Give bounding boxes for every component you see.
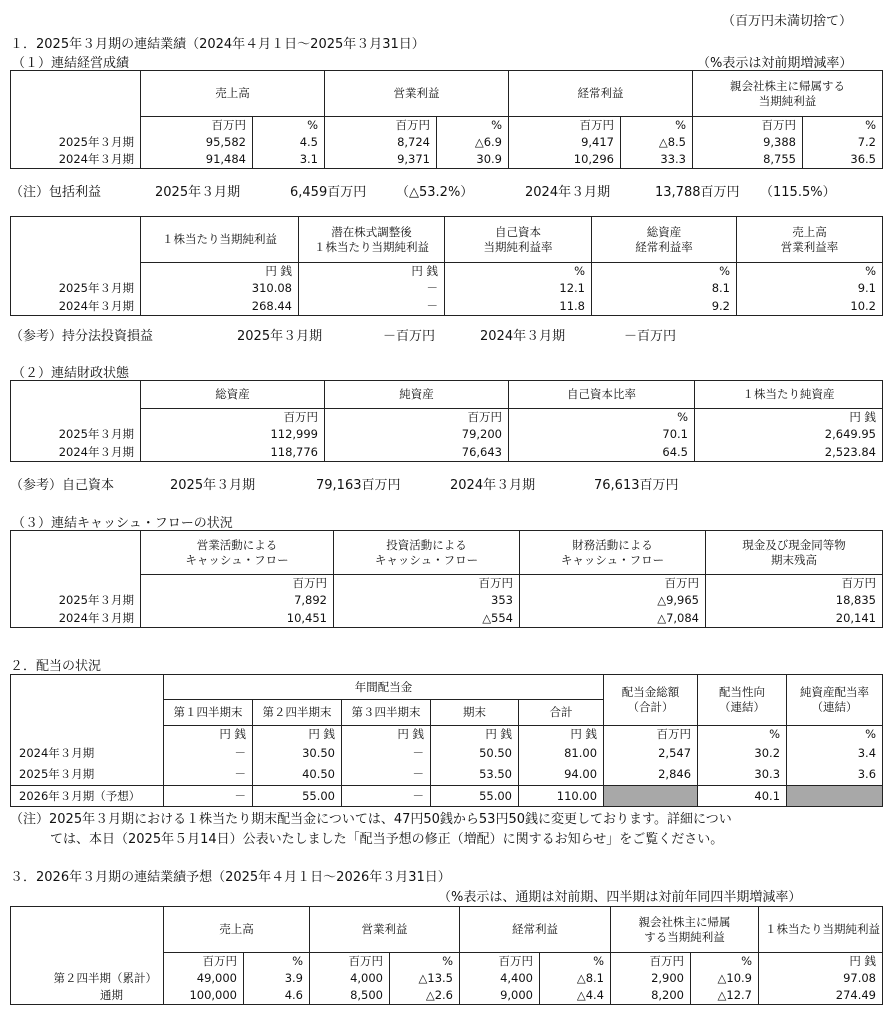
note-period: 2024年３月期 — [450, 478, 536, 493]
value-cell: 9.1 — [737, 280, 883, 298]
unit-cell: % — [390, 953, 460, 970]
unit-cell: 円 銭 — [299, 263, 445, 280]
header-cash-balance: 現金及び現金同等物 期末残高 — [706, 531, 883, 575]
unit-cell: % — [698, 726, 787, 743]
header-investing-cf: 投資活動による キャッシュ・フロー — [334, 531, 520, 575]
header-ordinary-income: 経常利益 — [509, 71, 693, 117]
unit-cell: 百万円 — [520, 575, 706, 592]
equity-method-note: （参考）持分法投資損益 — [10, 329, 154, 344]
table-row — [11, 765, 883, 786]
value-cell: 8.1 — [592, 280, 737, 298]
unit-cell: % — [592, 263, 737, 280]
value-cell: 53.50 — [431, 765, 519, 786]
table-row — [11, 987, 883, 1005]
value-cell: 91,484 — [141, 151, 253, 169]
row-label: 2025年３月期 — [11, 280, 141, 298]
unit-cell: 円 銭 — [342, 726, 431, 743]
value-cell: 97.08 — [759, 970, 883, 987]
value-cell: 8,500 — [310, 987, 390, 1005]
header-year-end: 期末 — [431, 700, 519, 726]
value-cell: 81.00 — [519, 743, 604, 765]
header-equity-ratio: 自己資本比率 — [509, 381, 695, 409]
value-cell: 18,835 — [706, 592, 883, 610]
unit-cell: 百万円 — [325, 409, 509, 426]
forecast-table — [10, 906, 883, 1005]
table-row — [11, 280, 883, 298]
unit-cell: 百万円 — [706, 575, 883, 592]
value-cell: 40.1 — [698, 786, 787, 807]
value-cell: 7.2 — [803, 134, 883, 151]
value-cell: 8,724 — [325, 134, 437, 151]
value-cell: 112,999 — [141, 426, 325, 444]
unit-cell: % — [621, 117, 693, 134]
corner-cell — [11, 71, 141, 117]
unit-cell: 百万円 — [509, 117, 621, 134]
value-cell: 49,000 — [164, 970, 244, 987]
note-period: 2024年３月期 — [480, 329, 566, 344]
header-payout-ratio: 配当性向 （連結） — [698, 675, 787, 726]
value-cell: 79,200 — [325, 426, 509, 444]
value-cell: 3.1 — [253, 151, 325, 169]
section-3-note: （%表示は、通期は対前期、四半期は対前年同四半期増減率） — [438, 890, 802, 905]
value-cell: － — [299, 298, 445, 316]
value-cell: 310.08 — [141, 280, 299, 298]
header-roe: 自己資本 当期純利益率 — [445, 217, 592, 263]
value-cell: － — [164, 786, 253, 807]
value-cell: 8,755 — [693, 151, 803, 169]
header-diluted-eps: 潜在株式調整後 １株当たり当期純利益 — [299, 217, 445, 263]
value-cell: 268.44 — [141, 298, 299, 316]
unit-cell: 円 銭 — [759, 953, 883, 970]
table-row — [11, 444, 883, 462]
row-label: 2025年３月期 — [11, 426, 141, 444]
value-cell: 9,388 — [693, 134, 803, 151]
value-cell: 40.50 — [253, 765, 342, 786]
value-cell: 30.50 — [253, 743, 342, 765]
note-prefix: （注）包括利益 — [10, 185, 102, 200]
unit-cell: % — [737, 263, 883, 280]
unit-cell: 円 銭 — [519, 726, 604, 743]
value-cell: 55.00 — [431, 786, 519, 807]
header-operating-income: 営業利益 — [310, 907, 460, 953]
value-cell: － — [342, 743, 431, 765]
value-cell: 30.3 — [698, 765, 787, 786]
value-cell: 2,846 — [604, 765, 698, 786]
unit-cell: 円 銭 — [695, 409, 883, 426]
value-cell: 100,000 — [164, 987, 244, 1005]
value-cell: 3.6 — [787, 765, 883, 786]
value-cell: 4.6 — [244, 987, 310, 1005]
unit-cell: % — [437, 117, 509, 134]
value-cell: 30.2 — [698, 743, 787, 765]
equity-capital-note: （参考）自己資本 — [10, 478, 115, 493]
subsection-1-title: （１）連結経営成績 — [12, 56, 130, 71]
table-row — [11, 134, 883, 151]
value-cell: 10,451 — [141, 610, 334, 628]
value-cell: 2,523.84 — [695, 444, 883, 462]
header-eps: １株当たり当期純利益 — [759, 907, 883, 953]
header-q2: 第２四半期末 — [253, 700, 342, 726]
header-q1: 第１四半期末 — [164, 700, 253, 726]
subsection-1-note: （%表示は対前期増減率） — [697, 56, 853, 71]
value-cell: 2,900 — [611, 970, 691, 987]
value-cell: 4,400 — [460, 970, 540, 987]
value-cell: △8.5 — [621, 134, 693, 151]
unit-cell: % — [803, 117, 883, 134]
header-operating-margin: 売上高 営業利益率 — [737, 217, 883, 263]
note-value: 76,613百万円 — [594, 478, 679, 493]
unit-cell: 円 銭 — [141, 263, 299, 280]
unit-cell: 円 銭 — [431, 726, 519, 743]
table-row — [11, 298, 883, 316]
table-row — [11, 151, 883, 169]
per-share-metrics-table — [10, 216, 883, 316]
value-cell: △12.7 — [691, 987, 759, 1005]
unit-note: （百万円未満切捨て） — [722, 14, 853, 29]
value-cell: 9,417 — [509, 134, 621, 151]
value-cell: 33.3 — [621, 151, 693, 169]
section-3-title: ３．2026年３月期の連結業績予想（2025年４月１日～2026年３月31日） — [10, 870, 451, 885]
value-cell: △13.5 — [390, 970, 460, 987]
unit-cell: 百万円 — [460, 953, 540, 970]
note-value: 79,163百万円 — [316, 478, 401, 493]
cash-flow-table — [10, 530, 883, 628]
row-label: 通期 — [11, 987, 164, 1005]
unit-cell: 百万円 — [693, 117, 803, 134]
unit-cell: 円 銭 — [253, 726, 342, 743]
value-cell: △2.6 — [390, 987, 460, 1005]
value-cell: 30.9 — [437, 151, 509, 169]
value-cell: 50.50 — [431, 743, 519, 765]
unit-cell: 百万円 — [325, 117, 437, 134]
value-cell: 94.00 — [519, 765, 604, 786]
header-dividend-on-equity: 純資産配当率 （連結） — [787, 675, 883, 726]
value-cell: 9.2 — [592, 298, 737, 316]
value-cell: 9,000 — [460, 987, 540, 1005]
header-bps: １株当たり純資産 — [695, 381, 883, 409]
header-total-assets: 総資産 — [141, 381, 325, 409]
table-row — [11, 743, 883, 765]
header-sales: 売上高 — [164, 907, 310, 953]
value-cell: 10,296 — [509, 151, 621, 169]
header-net-income: 親会社株主に帰属 する当期純利益 — [611, 907, 759, 953]
value-cell: － — [164, 743, 253, 765]
header-total: 合計 — [519, 700, 604, 726]
financial-position-table — [10, 380, 883, 462]
header-annual-dividend: 年間配当金 — [164, 675, 604, 700]
value-cell: △10.9 — [691, 970, 759, 987]
row-label: 2025年３月期 — [11, 592, 141, 610]
unit-cell: 百万円 — [310, 953, 390, 970]
header-q3: 第３四半期末 — [342, 700, 431, 726]
unit-cell: 円 銭 — [164, 726, 253, 743]
unit-cell: 百万円 — [141, 409, 325, 426]
value-cell: 64.5 — [509, 444, 695, 462]
header-ordinary-income: 経常利益 — [460, 907, 611, 953]
value-cell: 2,649.95 — [695, 426, 883, 444]
shaded-cell — [604, 786, 698, 807]
value-cell: △9,965 — [520, 592, 706, 610]
value-cell: 2,547 — [604, 743, 698, 765]
row-label: 2024年３月期 — [11, 298, 141, 316]
value-cell: 4.5 — [253, 134, 325, 151]
value-cell: 9,371 — [325, 151, 437, 169]
note-change: （△53.2%） — [396, 185, 474, 200]
unit-cell: % — [253, 117, 325, 134]
value-cell: 11.8 — [445, 298, 592, 316]
value-cell: － — [299, 280, 445, 298]
header-operating-income: 営業利益 — [325, 71, 509, 117]
header-net-assets: 純資産 — [325, 381, 509, 409]
row-label: 2025年３月期 — [11, 134, 141, 151]
table-row — [11, 592, 883, 610]
note-value: 6,459百万円 — [290, 185, 367, 200]
header-financing-cf: 財務活動による キャッシュ・フロー — [520, 531, 706, 575]
unit-cell: 百万円 — [334, 575, 520, 592]
note-change: （115.5%） — [760, 185, 836, 200]
row-label: 2025年３月期 — [11, 765, 164, 786]
unit-cell: % — [244, 953, 310, 970]
value-cell: 7,892 — [141, 592, 334, 610]
value-cell: － — [342, 786, 431, 807]
value-cell: △554 — [334, 610, 520, 628]
unit-cell: 百万円 — [604, 726, 698, 743]
value-cell: 274.49 — [759, 987, 883, 1005]
shaded-cell — [787, 786, 883, 807]
note-period: 2025年３月期 — [170, 478, 256, 493]
unit-cell: % — [445, 263, 592, 280]
value-cell: 20,141 — [706, 610, 883, 628]
row-label: 第２四半期（累計） — [11, 970, 164, 987]
dividend-table — [10, 674, 883, 807]
operating-results-table — [10, 70, 883, 169]
value-cell: △4.4 — [540, 987, 611, 1005]
header-sales: 売上高 — [141, 71, 325, 117]
header-eps: １株当たり当期純利益 — [141, 217, 299, 263]
note-value: －百万円 — [383, 329, 436, 344]
comprehensive-income-note — [10, 181, 101, 200]
value-cell: △7,084 — [520, 610, 706, 628]
table-row — [11, 786, 883, 807]
header-total-dividend: 配当金総額 （合計） — [604, 675, 698, 726]
note-period: 2025年３月期 — [155, 185, 241, 200]
row-label: 2024年３月期 — [11, 743, 164, 765]
value-cell: － — [164, 765, 253, 786]
value-cell: 8,200 — [611, 987, 691, 1005]
unit-cell: 百万円 — [164, 953, 244, 970]
header-roa: 総資産 経常利益率 — [592, 217, 737, 263]
row-label: 2024年３月期 — [11, 444, 141, 462]
unit-cell: % — [540, 953, 611, 970]
unit-cell: % — [787, 726, 883, 743]
table-row — [11, 426, 883, 444]
table-row — [11, 970, 883, 987]
note-value: 13,788百万円 — [655, 185, 740, 200]
row-label: 2024年３月期 — [11, 151, 141, 169]
header-net-income: 親会社株主に帰属する 当期純利益 — [693, 71, 883, 117]
value-cell: 110.00 — [519, 786, 604, 807]
section-1-title: １．2025年３月期の連結業績（2024年４月１日～2025年３月31日） — [10, 37, 425, 52]
table-row — [11, 610, 883, 628]
dividend-note-line-1: （注）2025年３月期における１株当たり期末配当金については、47円50銭から53円50銭に変更しております。詳細につい — [10, 812, 732, 827]
value-cell: 118,776 — [141, 444, 325, 462]
value-cell: 95,582 — [141, 134, 253, 151]
row-label: 2026年３月期（予想） — [11, 786, 164, 807]
section-2-title: ２．配当の状況 — [10, 659, 102, 674]
value-cell: 4,000 — [310, 970, 390, 987]
value-cell: － — [342, 765, 431, 786]
value-cell: △8.1 — [540, 970, 611, 987]
unit-cell: 百万円 — [141, 575, 334, 592]
row-label: 2024年３月期 — [11, 610, 141, 628]
note-period: 2024年３月期 — [525, 185, 611, 200]
value-cell: 353 — [334, 592, 520, 610]
value-cell: 3.9 — [244, 970, 310, 987]
value-cell: 10.2 — [737, 298, 883, 316]
value-cell: 70.1 — [509, 426, 695, 444]
subsection-2-title: （２）連結財政状態 — [12, 366, 130, 381]
unit-cell: 百万円 — [141, 117, 253, 134]
subsection-3-title: （３）連結キャッシュ・フローの状況 — [12, 516, 233, 531]
header-operating-cf: 営業活動による キャッシュ・フロー — [141, 531, 334, 575]
value-cell: △6.9 — [437, 134, 509, 151]
value-cell: 3.4 — [787, 743, 883, 765]
value-cell: 12.1 — [445, 280, 592, 298]
dividend-note-line-2: ては、本日（2025年５月14日）公表いたしました「配当予想の修正（増配）に関するお知らせ」をご覧ください。 — [50, 832, 724, 847]
value-cell: 55.00 — [253, 786, 342, 807]
note-value: －百万円 — [624, 329, 677, 344]
unit-cell: 百万円 — [611, 953, 691, 970]
value-cell: 36.5 — [803, 151, 883, 169]
unit-cell: % — [691, 953, 759, 970]
value-cell: 76,643 — [325, 444, 509, 462]
unit-cell: % — [509, 409, 695, 426]
note-period: 2025年３月期 — [237, 329, 323, 344]
